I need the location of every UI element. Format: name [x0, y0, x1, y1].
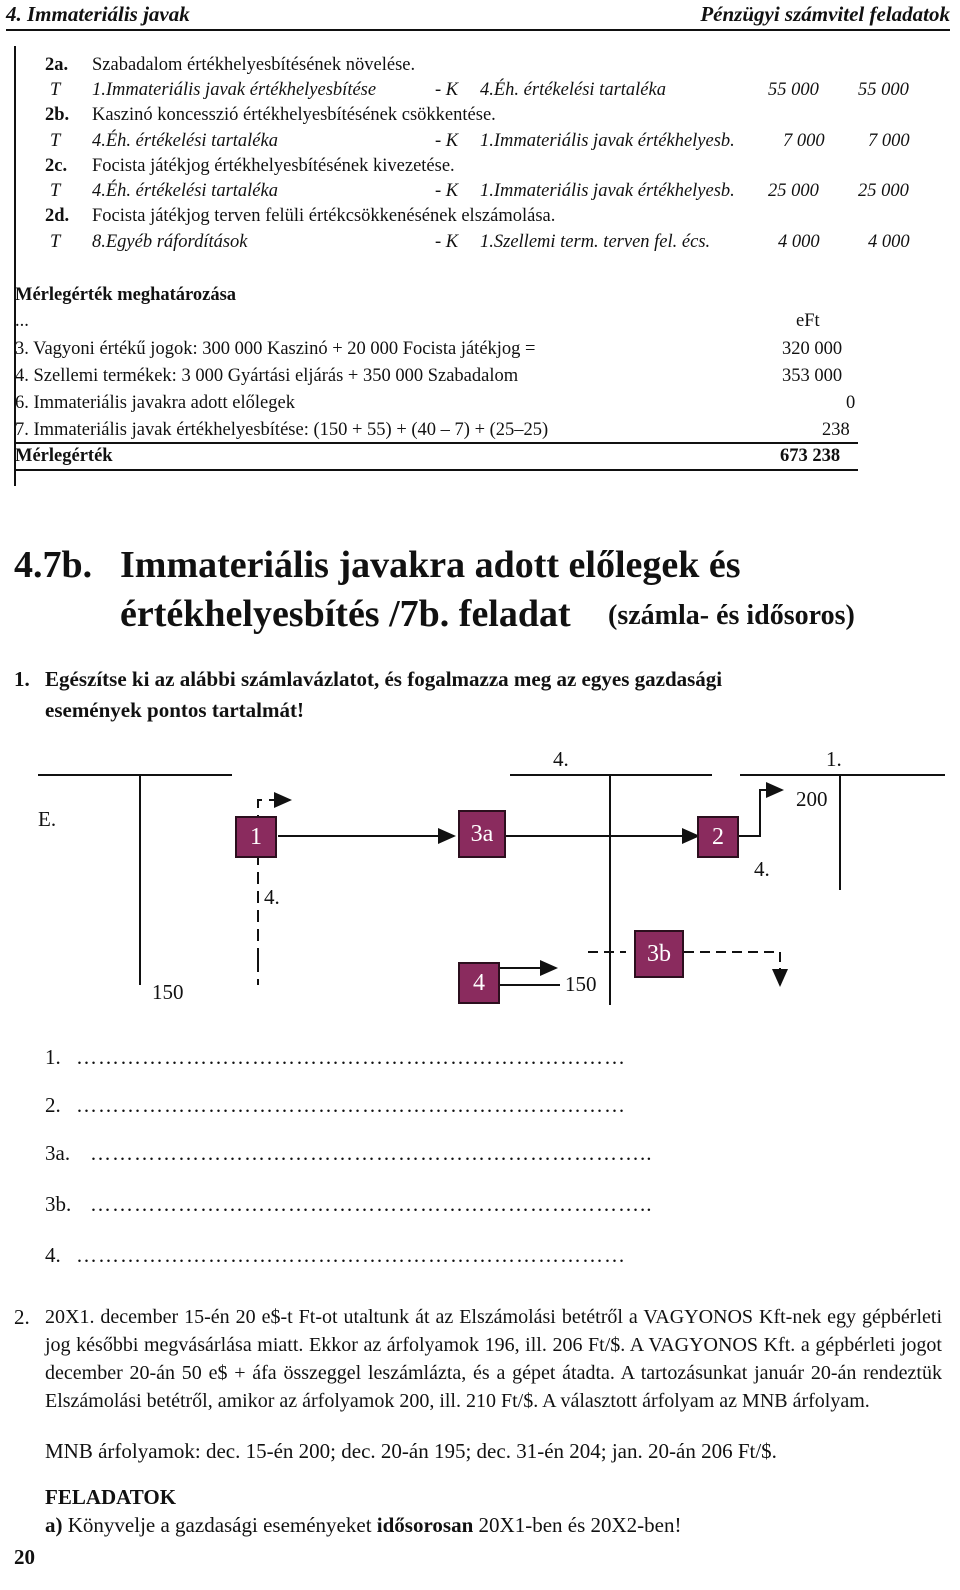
arrow-2-to-1 [738, 790, 782, 836]
event-box-3a: 3a [458, 810, 506, 858]
entry-k: - K [435, 181, 459, 201]
balance-total-label: Mérlegérték [15, 446, 113, 466]
feladatok-a-text-pre: Könyvelje a gazdasági eseményeket [67, 1513, 372, 1537]
answer-label: 3b. [45, 1192, 72, 1216]
task2-rates: MNB árfolyamok: dec. 15-én 200; dec. 20-án 195; dec. 31-én 204; jan. 20-án 206 Ft/$. [45, 1439, 777, 1463]
answer-label: 3a. [45, 1141, 71, 1165]
account-4-label: 4. [553, 747, 569, 771]
account-4-right-ref: 4. [754, 857, 770, 881]
section-title-line1: Immateriális javakra adott előlegek és [120, 544, 741, 586]
entry-k: - K [435, 232, 459, 252]
entry-amount-2: 4 000 [868, 232, 910, 252]
answer-label: 4. [45, 1243, 61, 1267]
entry-text: Focista játékjog terven felüli értékcsökkenésének elszámolása. [92, 206, 556, 226]
header-rule [6, 29, 950, 31]
entry-amount-2: 7 000 [868, 131, 910, 151]
feladatok-a-text-post: 20X1-ben és 20X2-ben! [478, 1513, 682, 1537]
task1-line2: események pontos tartalmát! [45, 698, 304, 722]
balance-total-rule [15, 469, 858, 471]
entry-t: T [50, 232, 61, 252]
answer-dots[interactable]: ………………………………………………………………….. [90, 1141, 653, 1165]
account-1-label: 1. [826, 747, 842, 771]
dashed-3b-right [684, 952, 780, 985]
entry-t: T [50, 131, 61, 151]
entry-debit: 1.Immateriális javak értékhelyesbítése [92, 80, 377, 100]
entry-debit: 4.Éh. értékelési tartaléka [92, 131, 278, 151]
entry-label: 2a. [45, 55, 69, 75]
answer-label: 1. [45, 1045, 61, 1069]
balance-row-value: 353 000 [782, 366, 843, 386]
entry-debit: 8.Egyéb ráfordítások [92, 232, 248, 252]
answer-dots[interactable]: ………………………………………………………………… [76, 1093, 626, 1117]
balance-row-label: 3. Vagyoni értékű jogok: 300 000 Kaszinó + 20 000 Focista játékjog = [15, 339, 536, 359]
answer-dots[interactable]: ………………………………………………………………… [76, 1243, 626, 1267]
value-150-left: 150 [152, 980, 184, 1004]
feladatok-a-text-bold: idősorosan [376, 1513, 474, 1537]
feladatok-a-label: a) [45, 1513, 63, 1537]
value-150-mid: 150 [565, 972, 597, 996]
balance-row-label: 6. Immateriális javakra adott előlegek [15, 393, 295, 413]
entry-credit: 1.Immateriális javak értékhelyesb. [480, 181, 735, 201]
balance-row-value: 0 [846, 393, 856, 413]
entry-amount-1: 7 000 [783, 131, 825, 151]
balance-total-value: 673 238 [780, 446, 841, 466]
task2-number: 2. [14, 1305, 30, 1329]
balance-row-label: 4. Szellemi termékek: 3 000 Gyártási eljárás + 350 000 Szabadalom [15, 366, 519, 386]
entry-amount-1: 25 000 [768, 181, 819, 201]
entry-label: 2d. [45, 206, 70, 226]
section-title-line2: értékhelyesbítés /7b. feladat [120, 593, 571, 635]
entry-text: Szabadalom értékhelyesbítésének növelése. [92, 55, 416, 75]
entry-credit: 1.Immateriális javak értékhelyesb. [480, 131, 735, 151]
event-box-4: 4 [458, 962, 500, 1004]
entry-label: 2c. [45, 156, 68, 176]
account-4-left-ref: 4. [264, 885, 280, 909]
entry-text: Kaszinó koncesszió értékhelyesbítésének csökkentése. [92, 105, 496, 125]
balance-row-value: 320 000 [782, 339, 843, 359]
value-200: 200 [796, 787, 828, 811]
answer-dots[interactable]: ………………………………………………………………… [76, 1045, 626, 1069]
feladatok-item-a [45, 1513, 681, 1538]
entry-debit: 4.Éh. értékelési tartaléka [92, 181, 278, 201]
entry-k: - K [435, 131, 459, 151]
section-subtitle: (számla- és idősoros) [608, 600, 855, 631]
event-box-1: 1 [235, 816, 277, 858]
entry-amount-2: 55 000 [858, 80, 909, 100]
entry-t: T [50, 181, 61, 201]
page-number: 20 [14, 1545, 35, 1569]
balance-sum-rule [15, 442, 858, 444]
balance-row-label: 7. Immateriális javak értékhelyesbítése: (150 + 55) + (40 – 7) + (25–25) [15, 420, 549, 440]
entry-t: T [50, 80, 61, 100]
balance-title: Mérlegérték meghatározása [15, 285, 237, 305]
header-chapter: 4. Immateriális javak [6, 2, 190, 26]
entry-credit: 1.Szellemi term. terven fel. écs. [480, 232, 711, 252]
entry-amount-1: 4 000 [778, 232, 820, 252]
header-book-title: Pénzügyi számvitel feladatok [700, 2, 950, 26]
feladatok-title: FELADATOK [45, 1485, 177, 1509]
answer-label: 2. [45, 1093, 61, 1117]
balance-unit: eFt [796, 311, 820, 331]
task1-number: 1. [14, 667, 30, 691]
task2-paragraph: 20X1. december 15-én 20 e$-t Ft-ot utaltunk át az Elszámolási betétről a VAGYONOS Kft-nek egy gépbérleti jog későbbi megvásárlása miatt. Ekkor az árfolyamok 196, ill. 206 Ft/$. A VAGYONOS Kft. a gépbérleti jogot december 20-án 50 e$ + áfa összeggel leszámlázta, és a gépet átadta. A tartozásunkat január 20-án rendeztük Elszámolási betétről, amikor az árfolyamok 200, ill. 210 Ft/$. A választott árfolyam az MNB árfolyam. [45, 1306, 942, 1412]
event-box-2: 2 [697, 816, 739, 858]
entry-text: Focista játékjog értékhelyesbítésének kivezetése. [92, 156, 455, 176]
entry-credit: 4.Éh. értékelési tartaléka [480, 80, 666, 100]
entry-amount-2: 25 000 [858, 181, 909, 201]
entry-label: 2b. [45, 105, 70, 125]
event-box-3b: 3b [634, 930, 684, 978]
balance-row-value: 238 [822, 420, 850, 440]
task1-line1: Egészítse ki az alábbi számlavázlatot, és fogalmazza meg az egyes gazdasági [45, 667, 723, 691]
entry-amount-1: 55 000 [768, 80, 819, 100]
balance-ellipsis: ... [15, 311, 29, 331]
section-number: 4.7b. [14, 544, 93, 586]
answer-dots[interactable]: ………………………………………………………………….. [90, 1192, 653, 1216]
entry-k: - K [435, 80, 459, 100]
account-E-label: E. [38, 807, 57, 831]
